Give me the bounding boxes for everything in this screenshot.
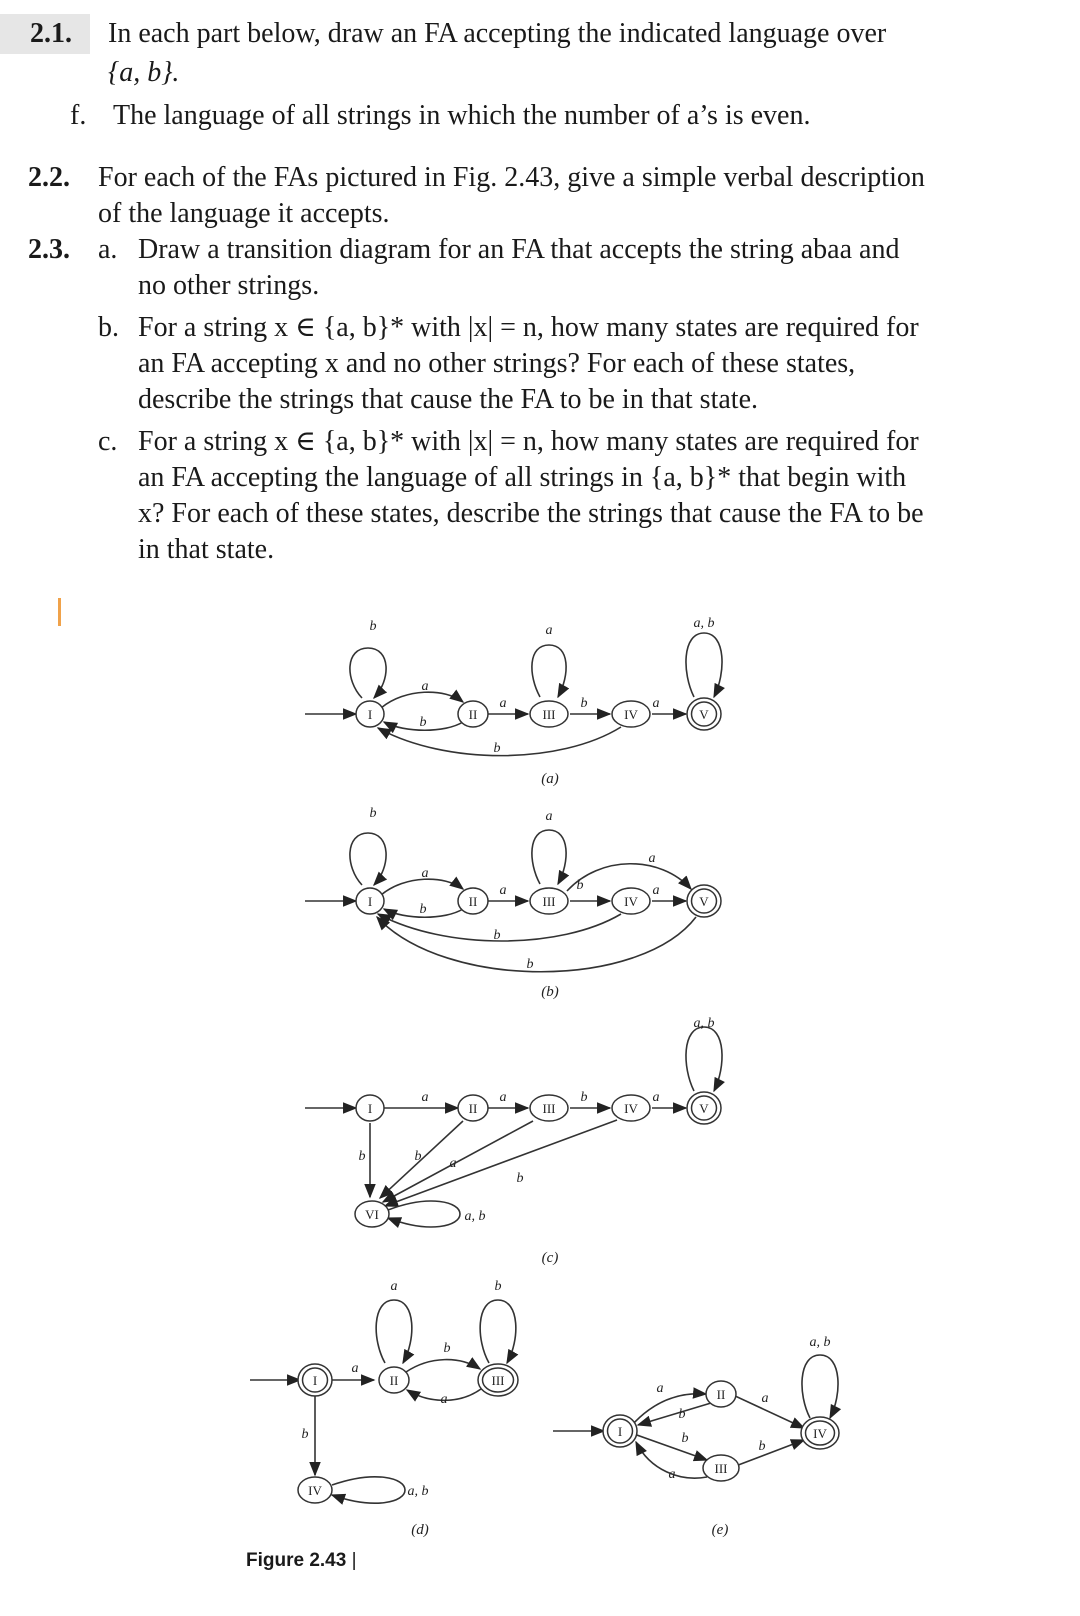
c-state-1: I (367, 1101, 373, 1116)
a-label-II-III: a (499, 696, 507, 711)
subcaption-c: (c) (541, 1250, 559, 1266)
c-label-V-loop: a, b (693, 1016, 715, 1031)
problem-2-1-number: 2.1. (30, 18, 72, 49)
e-label-II-I: b (678, 1407, 686, 1422)
c-state-6: VI (365, 1207, 379, 1222)
e-state-1: I (617, 1424, 623, 1439)
d-label-IV-loop: a, b (407, 1484, 429, 1499)
e-state-3: III (714, 1461, 728, 1476)
e-label-II-IV: a (761, 1391, 769, 1406)
a-label-I-loop: b (369, 619, 377, 634)
d-label-I-IV: b (301, 1427, 309, 1442)
d-state-4: IV (308, 1483, 322, 1498)
problem-2-3-number: 2.3. (28, 234, 70, 265)
problem-2-3-a-line-1: Draw a transition diagram for an FA that accepts the string abaa and (138, 234, 900, 265)
problem-2-3-b-line-3: describe the strings that cause the FA to be in that state. (138, 384, 758, 415)
c-label-VI-loop: a, b (464, 1209, 486, 1224)
problem-2-1-f-label: f. (70, 100, 87, 131)
figure-caption-bar: | (351, 1550, 357, 1571)
c-label-III-IV: b (580, 1090, 588, 1105)
problem-2-2-number: 2.2. (28, 162, 70, 193)
e-label-III-IV: b (758, 1439, 766, 1454)
c-label-IV-VI: b (516, 1171, 524, 1186)
subcaption-b: (b) (541, 984, 559, 1000)
problem-2-3-b-line-2: an FA accepting x and no other strings? For each of these states, (138, 348, 856, 379)
b-label-II-I: b (419, 902, 427, 917)
subcaption-e: (e) (711, 1522, 729, 1538)
b-state-1: I (367, 894, 373, 909)
b-state-2: II (468, 894, 478, 909)
d-label-II-III: b (443, 1341, 451, 1356)
c-label-II-III: a (499, 1090, 507, 1105)
a-state-1: I (367, 707, 373, 722)
subcaption-a: (a) (541, 771, 559, 787)
problem-2-2-line-2: of the language it accepts. (98, 198, 390, 229)
e-state-4: IV (813, 1426, 827, 1441)
problem-2-1-f-text: The language of all strings in which the number of a’s is even. (113, 100, 811, 131)
b-label-I-II: a (421, 866, 429, 881)
b-label-IV-V: a (652, 883, 660, 898)
c-label-III-VI: a (449, 1156, 457, 1171)
d-label-II-loop: a (390, 1279, 398, 1294)
a-label-II-I: b (419, 715, 427, 730)
b-state-4: IV (624, 894, 638, 909)
e-label-I-II: a (656, 1381, 664, 1396)
problem-2-2-line-1: For each of the FAs pictured in Fig. 2.43, give a simple verbal description (98, 162, 925, 193)
diagram-e (553, 1355, 838, 1478)
problem-2-3-c-line-2: an FA accepting the language of all strings in {a, b}* that begin with (138, 462, 907, 493)
a-state-5: V (699, 707, 709, 722)
b-label-II-III: a (499, 883, 507, 898)
a-state-2: II (468, 707, 478, 722)
problem-2-1-line-1: In each part below, draw an FA accepting the indicated language over (108, 18, 887, 49)
c-label-IV-V: a (652, 1090, 660, 1105)
problem-2-3-c-label: c. (98, 426, 118, 457)
d-state-2: II (389, 1373, 399, 1388)
e-label-I-III: b (681, 1431, 689, 1446)
b-label-IV-I: b (493, 928, 501, 943)
diagram-a (305, 633, 722, 756)
c-state-3: III (542, 1101, 556, 1116)
d-label-III-II: a (440, 1392, 448, 1407)
problem-2-3-c-line-3: x? For each of these states, describe the strings that cause the FA to be (138, 498, 924, 529)
subcaption-d: (d) (411, 1522, 429, 1538)
b-state-3: III (542, 894, 556, 909)
a-label-IV-V: a (652, 696, 660, 711)
diagram-d (250, 1300, 516, 1503)
problem-2-3-b-line-1: For a string x ∈ {a, b}* with |x| = n, how many states are required for (138, 312, 919, 343)
problem-2-3-b-label: b. (98, 312, 119, 343)
b-label-III-V: a (648, 851, 656, 866)
e-label-III-I: a (668, 1467, 676, 1482)
c-label-II-VI: b (414, 1149, 422, 1164)
d-state-3: III (491, 1373, 505, 1388)
problem-2-3-a-label: a. (98, 234, 118, 265)
b-label-III-IV: b (576, 878, 584, 893)
d-label-I-II: a (351, 1361, 359, 1376)
d-state-1: I (312, 1373, 318, 1388)
a-state-4: IV (624, 707, 638, 722)
problem-2-3-c-line-1: For a string x ∈ {a, b}* with |x| = n, how many states are required for (138, 426, 919, 457)
c-state-5: V (699, 1101, 709, 1116)
problem-2-3-c-line-4: in that state. (138, 534, 275, 565)
a-label-I-II: a (421, 679, 429, 694)
c-label-I-VI: b (358, 1149, 366, 1164)
e-label-IV-loop: a, b (809, 1335, 831, 1350)
problem-2-3-a-line-2: no other strings. (138, 270, 320, 301)
b-state-5: V (699, 894, 709, 909)
c-state-2: II (468, 1101, 478, 1116)
figure-caption-text: Figure 2.43 (246, 1550, 347, 1571)
a-label-III-loop: a (545, 623, 553, 638)
b-label-I-loop: b (369, 806, 377, 821)
problem-2-1-line-2: {a, b}. (108, 57, 180, 88)
c-state-4: IV (624, 1101, 638, 1116)
figure-caption (246, 1550, 357, 1572)
a-label-III-IV: b (580, 696, 588, 711)
b-label-III-loop: a (545, 809, 553, 824)
c-label-I-II: a (421, 1090, 429, 1105)
e-state-2: II (716, 1387, 726, 1402)
diagram-c (305, 1027, 722, 1227)
a-label-V-loop: a, b (693, 616, 715, 631)
a-state-3: III (542, 707, 556, 722)
b-label-V-I: b (526, 957, 534, 972)
a-label-IV-I: b (493, 741, 501, 756)
d-label-III-loop: b (494, 1279, 502, 1294)
